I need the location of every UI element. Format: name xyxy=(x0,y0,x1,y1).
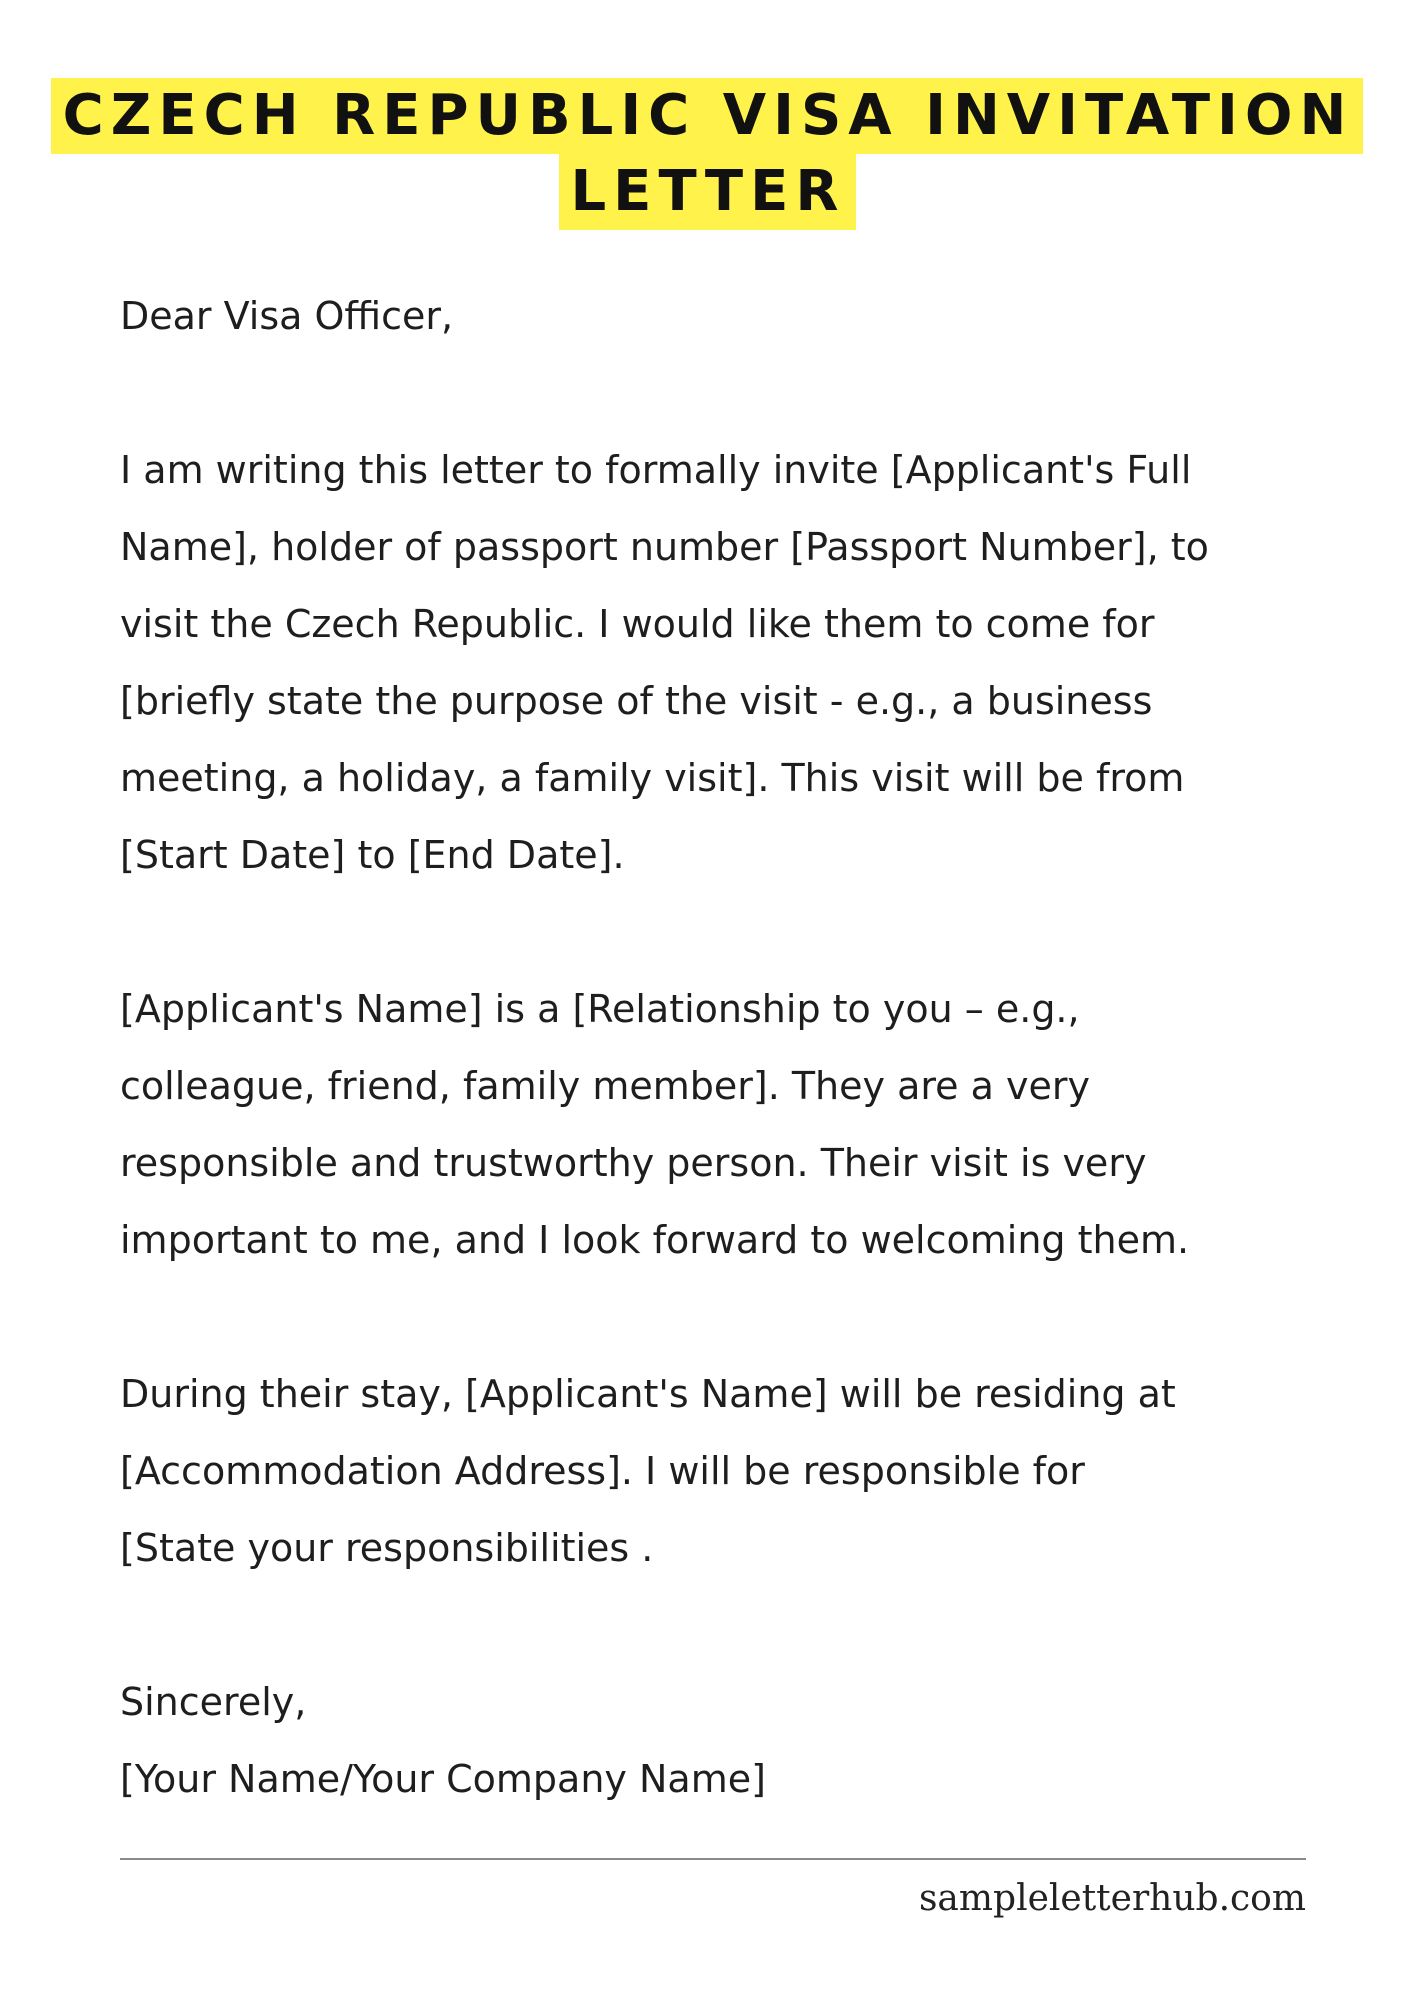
paragraph-line: visit the Czech Republic. I would like them to come for xyxy=(120,602,1155,646)
paragraph-line: [Applicant's Name] is a [Relationship to you – e.g., xyxy=(120,987,1080,1031)
paragraph-line: [Accommodation Address]. I will be responsible for xyxy=(120,1449,1085,1493)
paragraph-line: colleague, friend, family member]. They are a very xyxy=(120,1064,1090,1108)
salutation: Dear Visa Officer, xyxy=(120,294,454,338)
paragraph-line: Name], holder of passport number [Passport Number], to xyxy=(120,525,1209,569)
paragraph-stay xyxy=(120,1356,1360,1587)
paragraph-line: important to me, and I look forward to welcoming them. xyxy=(120,1218,1190,1262)
footer-divider xyxy=(120,1858,1306,1860)
closing: Sincerely, xyxy=(120,1680,307,1724)
title-line-1: CZECH REPUBLIC VISA INVITATION xyxy=(51,78,1364,154)
paragraph-invitation xyxy=(120,432,1360,894)
paragraph-line: [Start Date] to [End Date]. xyxy=(120,833,625,877)
title-line-2: LETTER xyxy=(559,154,856,230)
letter-body xyxy=(120,278,1360,1818)
paragraph-relationship xyxy=(120,971,1360,1279)
letter-title xyxy=(0,78,1414,230)
website-footer: sampleletterhub.com xyxy=(918,1878,1306,1919)
paragraph-line: I am writing this letter to formally invite [Applicant's Full xyxy=(120,448,1192,492)
paragraph-line: During their stay, [Applicant's Name] will be residing at xyxy=(120,1372,1176,1416)
paragraph-line: meeting, a holiday, a family visit]. This visit will be from xyxy=(120,756,1185,800)
signature: [Your Name/Your Company Name] xyxy=(120,1757,766,1801)
paragraph-line: [briefly state the purpose of the visit - e.g., a business xyxy=(120,679,1153,723)
paragraph-line: [State your responsibilities . xyxy=(120,1526,654,1570)
paragraph-line: responsible and trustworthy person. Their visit is very xyxy=(120,1141,1147,1185)
